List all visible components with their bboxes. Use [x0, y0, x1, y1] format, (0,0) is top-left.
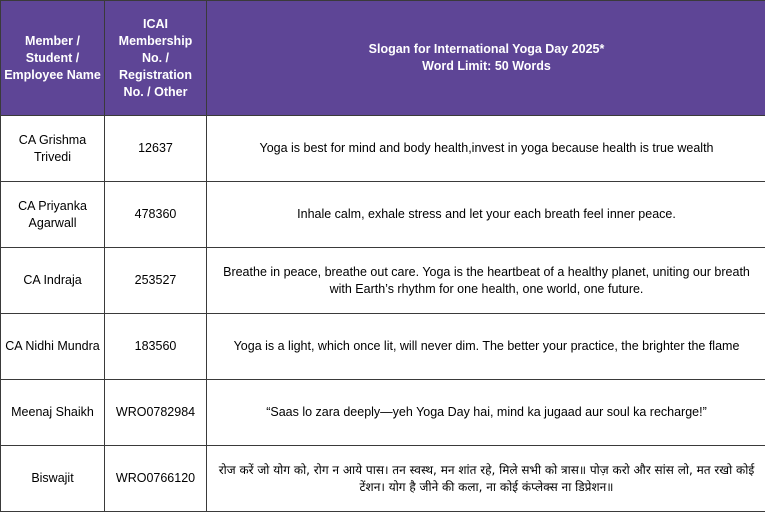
cell-name: CA Grishma Trivedi: [1, 116, 105, 182]
header-name: Member / Student / Employee Name: [1, 1, 105, 116]
header-slogan-title: Slogan for International Yoga Day 2025*: [368, 42, 605, 56]
cell-membership-no: 183560: [105, 314, 207, 380]
cell-name: Biswajit: [1, 446, 105, 512]
header-membership-no: ICAI Membership No. / Registration No. / Other: [105, 1, 207, 116]
table-row: [1, 314, 765, 380]
cell-membership-no: WRO0766120: [105, 446, 207, 512]
table-row: [1, 248, 765, 314]
header-slogan-word-limit: Word Limit: 50 Words: [422, 59, 551, 73]
cell-name: CA Nidhi Mundra: [1, 314, 105, 380]
cell-slogan: Inhale calm, exhale stress and let your each breath feel inner peace.: [207, 182, 765, 248]
cell-slogan: Breathe in peace, breathe out care. Yoga is the heartbeat of a healthy planet, uniting our breath with Earth’s rhythm for one health, one world, one future.: [207, 248, 765, 314]
cell-name: Meenaj Shaikh: [1, 380, 105, 446]
header-slogan: [207, 1, 765, 116]
cell-membership-no: 12637: [105, 116, 207, 182]
cell-membership-no: 478360: [105, 182, 207, 248]
table-row: [1, 116, 765, 182]
cell-membership-no: 253527: [105, 248, 207, 314]
cell-slogan: Yoga is best for mind and body health,invest in yoga because health is true wealth: [207, 116, 765, 182]
header-row: [1, 1, 765, 116]
cell-slogan: Yoga is a light, which once lit, will never dim. The better your practice, the brighter the flame: [207, 314, 765, 380]
cell-name: CA Indraja: [1, 248, 105, 314]
cell-slogan: रोज करें जो योग को, रोग न आये पास। तन स्वस्थ, मन शांत रहे, मिले सभी को त्रास॥ पोज़ करो और सांस लो, मत रखो कोई टेंशन। योग है जीने की कला, ना कोई कंप्लेक्स ना डिप्रेशन॥: [207, 446, 765, 512]
cell-name: CA Priyanka Agarwall: [1, 182, 105, 248]
cell-membership-no: WRO0782984: [105, 380, 207, 446]
cell-slogan: “Saas lo zara deeply—yeh Yoga Day hai, mind ka jugaad aur soul ka recharge!”: [207, 380, 765, 446]
table-row: [1, 380, 765, 446]
table-row: [1, 446, 765, 512]
table-row: [1, 182, 765, 248]
